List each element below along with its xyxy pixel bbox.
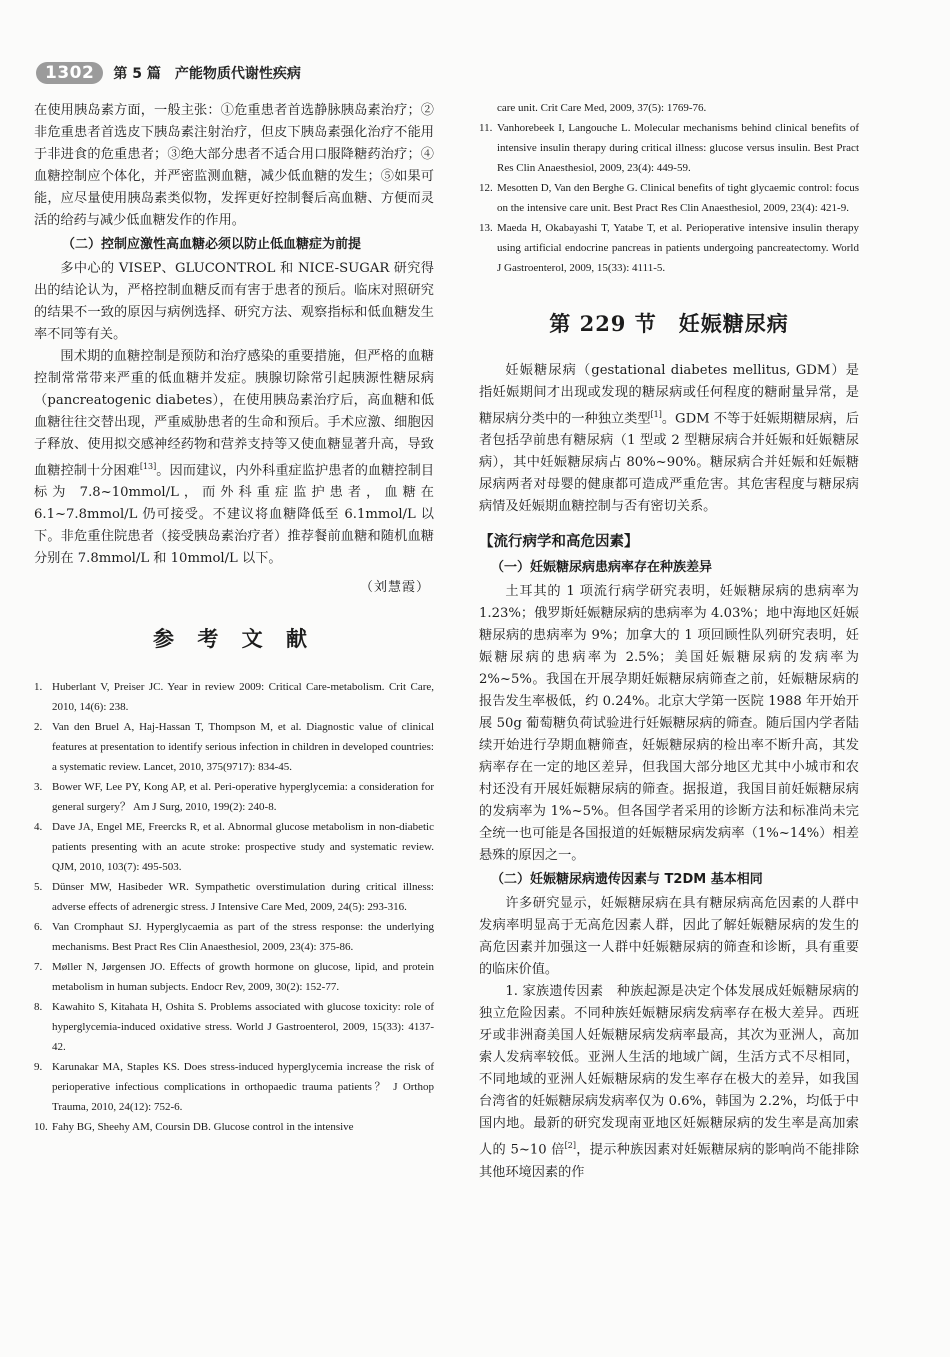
paragraph: 在使用胰岛素方面，一般主张：①危重患者首选静脉胰岛素治疗；②非危重患者首选皮下胰岛素注射治疗，但皮下胰岛素强化治疗不能用于非进食的危重患者；③绝大部分患者不适合用口服降糖药治疗；④血糖控制应个体化，并严密监测血糖，减少低血糖的发生；⑤如果可能，应尽量使用胰岛素类似物，发挥更好控制餐后高血糖、方便而灵活的给药与减少低血糖发作的作用。 [34, 103, 434, 228]
paragraph [34, 346, 434, 570]
reference-number: 8. [34, 1001, 43, 1014]
citation: [13] [139, 462, 157, 471]
reference-number: 13. [479, 222, 493, 234]
citation: [2] [564, 1141, 576, 1151]
reference-number: 2. [34, 721, 43, 734]
reference-number: 10. [34, 1121, 48, 1134]
reference-number: 1. [34, 681, 43, 694]
references-list [479, 98, 859, 278]
reference-item [34, 817, 434, 877]
subsection-heading: （二）妊娠糖尿病遗传因素与 T2DM 基本相同 [491, 872, 763, 888]
reference-number: 9. [34, 1061, 43, 1074]
references-list [34, 677, 434, 1137]
reference-number: 3. [34, 781, 43, 794]
reference-text: Møller N, Jørgensen JO. Effects of growth hormone on glucose, lipid, and protein metabolism in human subjects. Endocr Rev, 2009, 30(2): 152-77. [52, 961, 434, 994]
paragraph-text: ，提示种族因素对妊娠糖尿病的影响尚不能排除其他环境因素的作 [479, 1142, 859, 1180]
paragraph-text: 1. 家族遗传因素 种族起源是决定个体发展成妊娠糖尿病的独立危险因素。不同种族妊娠糖尿病发病率存在极大差异。西班牙或非洲裔美国人妊娠糖尿病发病率最高，其次为亚洲人，高加索人发病率较低。亚洲人生活的地域广阔，生活方式不尽相同，不同地域的亚洲人妊娠糖尿病的发生率存在极大的差异，如我国台湾省的妊娠糖尿病发病率仅为 0.6%，韩国为 2.2%，均低于中国内地。最新的研究发现南亚地区妊娠糖尿病的发生率是高加索人的 5~10 倍 [479, 984, 859, 1158]
reference-text: Karunakar MA, Staples KS. Does stress-induced hyperglycemia increase the risk of perioperative infectious complications in orthopaedic trauma patients？ J Orthop Trauma, 2010, 24(12): 752-6. [52, 1061, 434, 1114]
paragraph [479, 981, 859, 1183]
paragraph-text: 。GDM 不等于妊娠期糖尿病，后者包括孕前患有糖尿病（1 型或 2 型糖尿病合并妊娠和妊娠糖尿病），其中妊娠糖尿病占 80%~90%。糖尿病合并妊娠和妊娠糖尿病两者对母婴的健康都可造成严重危害。其危害程度与糖尿病病情及妊娠期血糖控制与否有密切关系。 [479, 411, 859, 515]
paragraph: 许多研究显示，妊娠糖尿病在具有糖尿病高危因素的人群中发病率明显高于无高危因素人群，因此了解妊娠糖尿病的发生的高危因素并加强这一人群中妊娠糖尿病的筛查和诊断，具有重要的临床价值。 [479, 896, 859, 978]
reference-text: Vanhorebeek I, Langouche L. Molecular mechanisms behind clinical benefits of intensive insulin therapy during critical illness: glucose versus insulin. Best Pract Res Clin Anaesthesiol, 2009, 23(4): 449-59. [497, 122, 859, 174]
reference-item [479, 218, 859, 278]
reference-text: Fahy BG, Sheehy AM, Coursin DB. Glucose control in the intensive [52, 1121, 354, 1134]
right-column [479, 100, 859, 1184]
reference-item [34, 1117, 434, 1137]
page-number: 1302 [36, 62, 103, 84]
citation: [1] [650, 410, 662, 419]
reference-item [34, 777, 434, 817]
reference-text: Van Cromphaut SJ. Hyperglycaemia as part of the stress response: the underlying mechanisms. Best Pract Res Clin Anaesthesiol, 2009, 23(4): 375-86. [52, 921, 434, 954]
reference-item [479, 118, 859, 178]
reference-number: 6. [34, 921, 43, 934]
paragraph: 多中心的 VISEP、GLUCONTROL 和 NICE-SUGAR 研究得出的结论认为，严格控制血糖反而有害于患者的预后。临床对照研究的结果不一致的原因与病例选择、研究方法、观察指标和低血糖发生率不同等有关。 [34, 261, 434, 342]
paragraph-text: 。因而建议，内外科重症监护患者的血糖控制目标为 7.8~10mmol/L，而外科重症监护患者，血糖在 6.1~7.8mmol/L 仍可接受。不建议将血糖降低至 6.1mmol/L 以下。非危重住院患者（接受胰岛素治疗者）推荐餐前血糖和随机血糖分别在 7.8mmol/L 和 10mmol/L 以下。 [34, 463, 435, 567]
reference-number: 5. [34, 881, 43, 894]
reference-item [34, 997, 434, 1057]
references-title: 参 考 文 献 [153, 626, 315, 652]
reference-item [34, 717, 434, 777]
reference-item [34, 957, 434, 997]
reference-text: care unit. Crit Care Med, 2009, 37(5): 1769-76. [497, 102, 707, 114]
paragraph-text: 围术期的血糖控制是预防和治疗感染的重要措施，但严格的血糖控制常常带来严重的低血糖并发症。胰腺切除常引起胰源性糖尿病（pancreatogenic diabetes），在使用胰岛素治疗后，高血糖和低血糖往往交替出现，严重威胁患者的生命和预后。手术应激、细胞因子释放、使用拟交感神经药物和营养支持等又使血糖显著升高，导致血糖控制十分困难 [34, 349, 434, 479]
section-heading: 【流行病学和高危因素】 [479, 534, 639, 551]
reference-item [34, 877, 434, 917]
section-title: 第 229 节 妊娠糖尿病 [549, 311, 789, 336]
reference-text: Maeda H, Okabayashi T, Yatabe T, et al. Perioperative intensive insulin therapy using artificial endocrine pancreas in patients undergoing pancreatectomy. World J Gastroenterol, 2009, 15(33): 4111-5. [497, 222, 859, 274]
reference-text: Kawahito S, Kitahata H, Oshita S. Problems associated with glucose toxicity: role of hyperglycemia-induced oxidative stress. World J Gastroenterol, 2009, 15(33): 4137-42. [52, 1001, 434, 1054]
reference-item [479, 178, 859, 218]
left-column [34, 100, 434, 1137]
running-header: 第 5 篇 产能物质代谢性疾病 [113, 66, 301, 82]
paragraph: 土耳其的 1 项流行病学研究表明，妊娠糖尿病的患病率为 1.23%；俄罗斯妊娠糖尿病的患病率为 4.03%；地中海地区妊娠糖尿病的患病率为 9%；加拿大的 1 项回顾性队列研究表明，妊娠糖尿病的患病率为 2.5%；美国妊娠糖尿病的发病率为 2%~5%。我国在开展孕期妊娠糖尿病筛查之前，妊娠糖尿病的报告发生率极低，约 0.24%。北京大学第一医院 1988 年开始开展 50g 葡萄糖负荷试验进行妊娠糖尿病的筛查。随后国内学者陆续开始进行孕期血糖筛查，妊娠糖尿病的检出率不断升高，其发病率存在一定的地区差异，但我国大部分地区尤其中小城市和农村还没有开展妊娠糖尿病的筛查。据报道，我国目前妊娠糖尿病的发病率为 1%~5%。但各国学者采用的诊断方法和标准尚未完全统一也可能是各国报道的妊娠糖尿病发病率（1%~14%）相差悬殊的原因之一。 [479, 584, 859, 864]
reference-text: Mesotten D, Van den Berghe G. Clinical benefits of tight glycaemic control: focus on the intensive care unit. Best Pract Res Clin Anaesthesiol, 2009, 23(4): 421-9. [497, 182, 859, 214]
reference-text: Dünser MW, Hasibeder WR. Sympathetic overstimulation during critical illness: adverse effects of adrenergic stress. J Intensive Care Med, 2009, 24(5): 293-316. [52, 881, 434, 914]
paragraph-text: 妊娠糖尿病（gestational diabetes mellitus, GDM）是指妊娠期间才出现或发现的糖尿病或任何程度的糖耐量异常，是糖尿病分类中的一种独立类型 [479, 363, 859, 427]
reference-number: 11. [479, 122, 493, 134]
subsection-heading: （一）妊娠糖尿病患病率存在种族差异 [491, 560, 713, 576]
reference-item [479, 98, 859, 118]
reference-number: 12. [479, 182, 493, 194]
reference-item [34, 1057, 434, 1117]
paragraph [479, 360, 859, 518]
reference-text: Huberlant V, Preiser JC. Year in review 2009: Critical Care-metabolism. Crit Care, 2010, 14(6): 238. [52, 681, 434, 714]
author-signature: （刘慧霞） [359, 580, 430, 596]
reference-number: 4. [34, 821, 43, 834]
reference-number [479, 98, 497, 118]
page-header [36, 59, 301, 87]
subsection-heading: （二）控制应激性高血糖必须以防止低血糖症为前提 [62, 237, 362, 252]
reference-text: Van den Bruel A, Haj-Hassan T, Thompson M, et al. Diagnostic value of clinical features at presentation to identify serious infection in children in developed countries: a systematic review. Lancet, 2010, 375(9717): 834-45. [52, 721, 434, 774]
reference-text: Bower WF, Lee PY, Kong AP, et al. Peri-operative hyperglycemia: a consideration for general surgery？ Am J Surg, 2010, 199(2): 240-8. [52, 781, 434, 814]
reference-item [34, 677, 434, 717]
reference-item [34, 917, 434, 957]
reference-text: Dave JA, Engel ME, Freercks R, et al. Abnormal glucose metabolism in non-diabetic patients presenting with an acute stroke: prospective study and systematic review. QJM, 2010, 103(7): 495-503. [52, 821, 434, 874]
reference-number: 7. [34, 961, 43, 974]
